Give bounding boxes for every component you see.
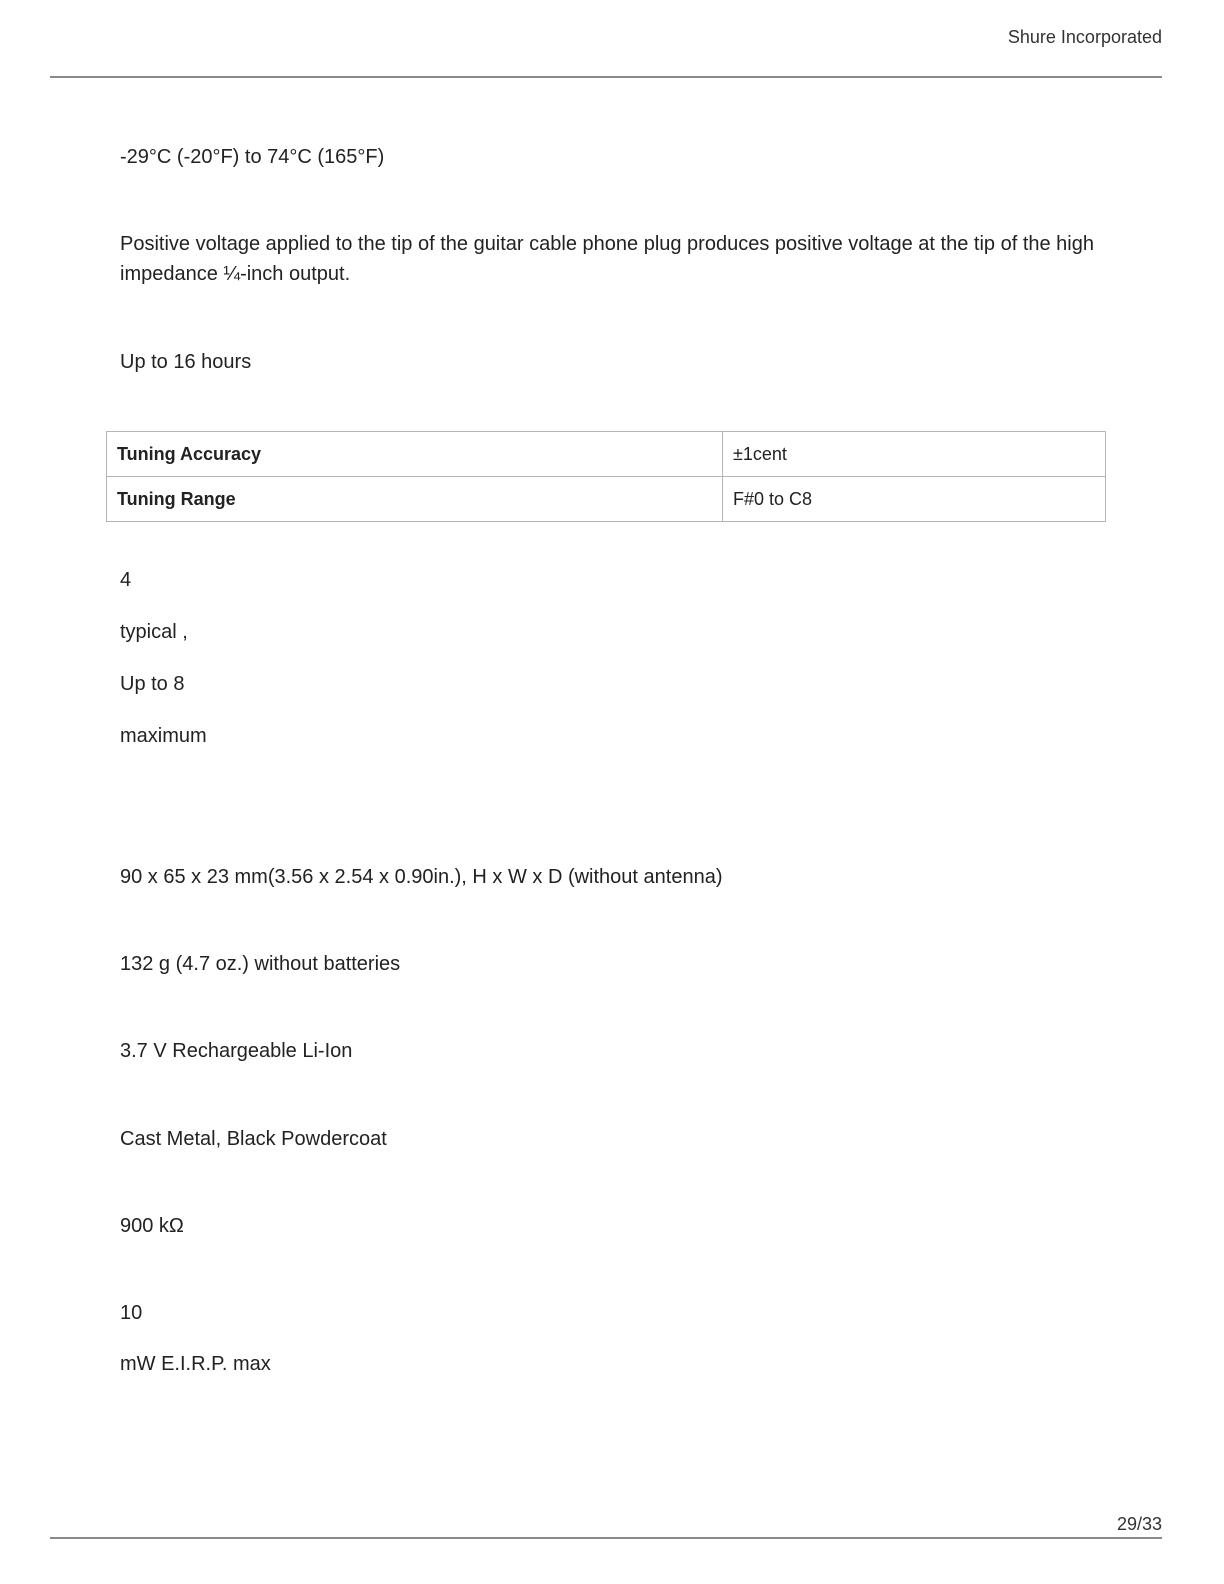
table-cell-label: Tuning Accuracy — [107, 432, 723, 477]
table-cell-value: F#0 to C8 — [723, 477, 1106, 522]
operating-temperature-text: -29°C (-20°F) to 74°C (165°F) — [120, 146, 385, 168]
weight-text: 132 g (4.7 oz.) without batteries — [120, 953, 401, 975]
table-cell-label: Tuning Range — [107, 477, 723, 522]
tuner-spec-table — [106, 431, 1106, 522]
housing-text: Cast Metal, Black Powdercoat — [120, 1128, 387, 1150]
systems-count-text: 4 — [120, 569, 132, 591]
battery-life-text: Up to 16 hours — [120, 351, 252, 373]
rf-power-unit-text: mW E.I.R.P. max — [120, 1353, 271, 1375]
table-row — [107, 432, 1106, 477]
page-number: 29/33 — [1116, 1514, 1162, 1534]
header-company-name: Shure Incorporated — [1007, 27, 1162, 47]
table-cell-value: ±1cent — [723, 432, 1106, 477]
polarity-text: Positive voltage applied to the tip of the guitar cable phone plug produces positive voltage at the tip of the high impedance ¼-inch output. — [120, 233, 1094, 285]
dimensions-text: 90 x 65 x 23 mm(3.56 x 2.54 x 0.90in.), H x W x D (without antenna) — [120, 866, 723, 888]
systems-typical-text: typical , — [120, 621, 188, 643]
table-row — [107, 477, 1106, 522]
footer-divider — [50, 1537, 1162, 1539]
input-impedance-text: 900 kΩ — [120, 1215, 184, 1237]
systems-upto-text: Up to 8 — [120, 673, 185, 695]
systems-max-text: maximum — [120, 725, 207, 747]
header-divider — [50, 76, 1162, 78]
power-requirements-text: 3.7 V Rechargeable Li-Ion — [120, 1040, 353, 1062]
rf-power-value-text: 10 — [120, 1302, 143, 1324]
